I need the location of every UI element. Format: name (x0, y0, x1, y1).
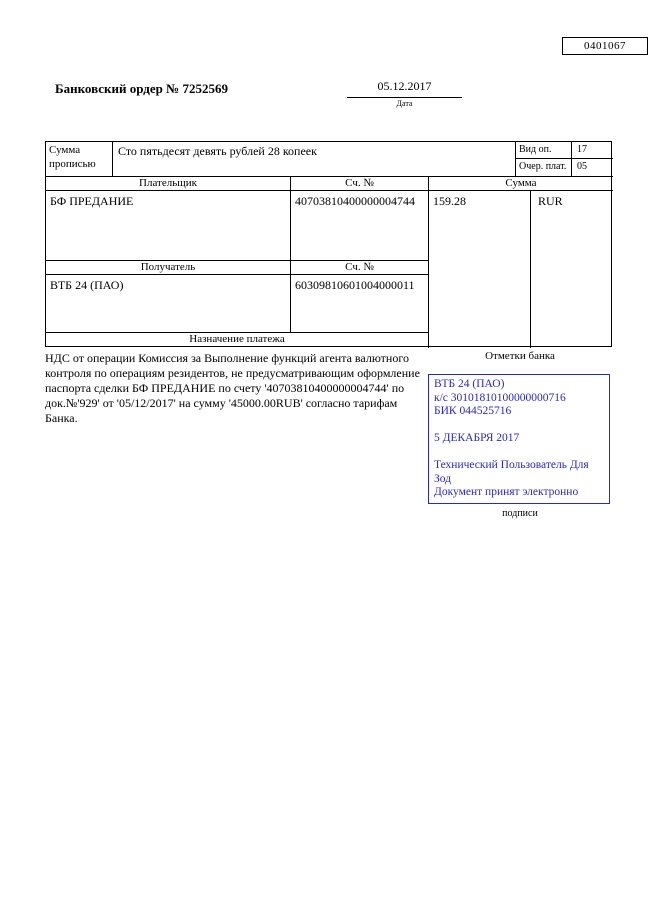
bank-mark-line (434, 419, 604, 433)
operation-type-value: 17 (572, 142, 613, 159)
bank-mark-line (434, 446, 604, 460)
signatures-label: подписи (502, 508, 538, 519)
payee-account-header: Сч. № (291, 261, 429, 275)
payee-header: Получатель (46, 261, 291, 275)
currency-code: RUR (538, 194, 563, 208)
purpose-text: НДС от операции Комиссия за Выполнение функций агента валютного контроля по операциям резидентов, не предусматривающим оформление паспорта сделки БФ ПРЕДАНИЕ по счету '40703810400000004744' по док.№'929' от '05/12/2017' на сумму '45000.00RUB' согласно тарифам Банка. (45, 351, 420, 425)
amount-header: Сумма (429, 177, 613, 191)
payee-account: 60309810601004000011 (291, 275, 429, 333)
date-label: Дата (396, 99, 413, 108)
operation-type-label: Вид оп. (516, 142, 572, 159)
payer-header: Плательщик (46, 177, 291, 191)
payee-name: ВТБ 24 (ПАО) (46, 275, 291, 333)
document-title: Банковский ордер № 7252569 (55, 81, 228, 96)
payer-account: 40703810400000004744 (291, 191, 429, 261)
bank-mark-line: Документ принят электронно (434, 486, 579, 498)
payer-account-header: Сч. № (291, 177, 429, 191)
date-block (347, 79, 462, 108)
amount-words-label: Сумма прописью (46, 142, 113, 177)
form-code: 0401067 (584, 40, 626, 52)
bank-marks-box (428, 374, 610, 504)
payment-priority-value: 05 (572, 159, 613, 177)
bank-mark-line: к/с 30101810100000000716 (434, 391, 566, 404)
payment-priority-label: Очер. плат. (516, 159, 572, 177)
amount-value: 159.28 (429, 191, 531, 348)
payer-name: БФ ПРЕДАНИЕ (46, 191, 291, 261)
purpose-header: Назначение платежа (46, 333, 429, 348)
date-value: 05.12.2017 (347, 79, 462, 98)
bank-mark-line: Технический Пользователь Для Зод (434, 459, 589, 485)
payment-order-table (45, 141, 612, 347)
bank-mark-line: БИК 044525716 (434, 405, 512, 417)
bank-marks-header: Отметки банка (485, 350, 555, 362)
bank-mark-line: 5 ДЕКАБРЯ 2017 (434, 432, 520, 444)
bank-mark-line: ВТБ 24 (ПАО) (434, 378, 505, 390)
form-code-box (562, 37, 648, 55)
amount-words-value: Сто пятьдесят девять рублей 28 копеек (113, 142, 516, 177)
